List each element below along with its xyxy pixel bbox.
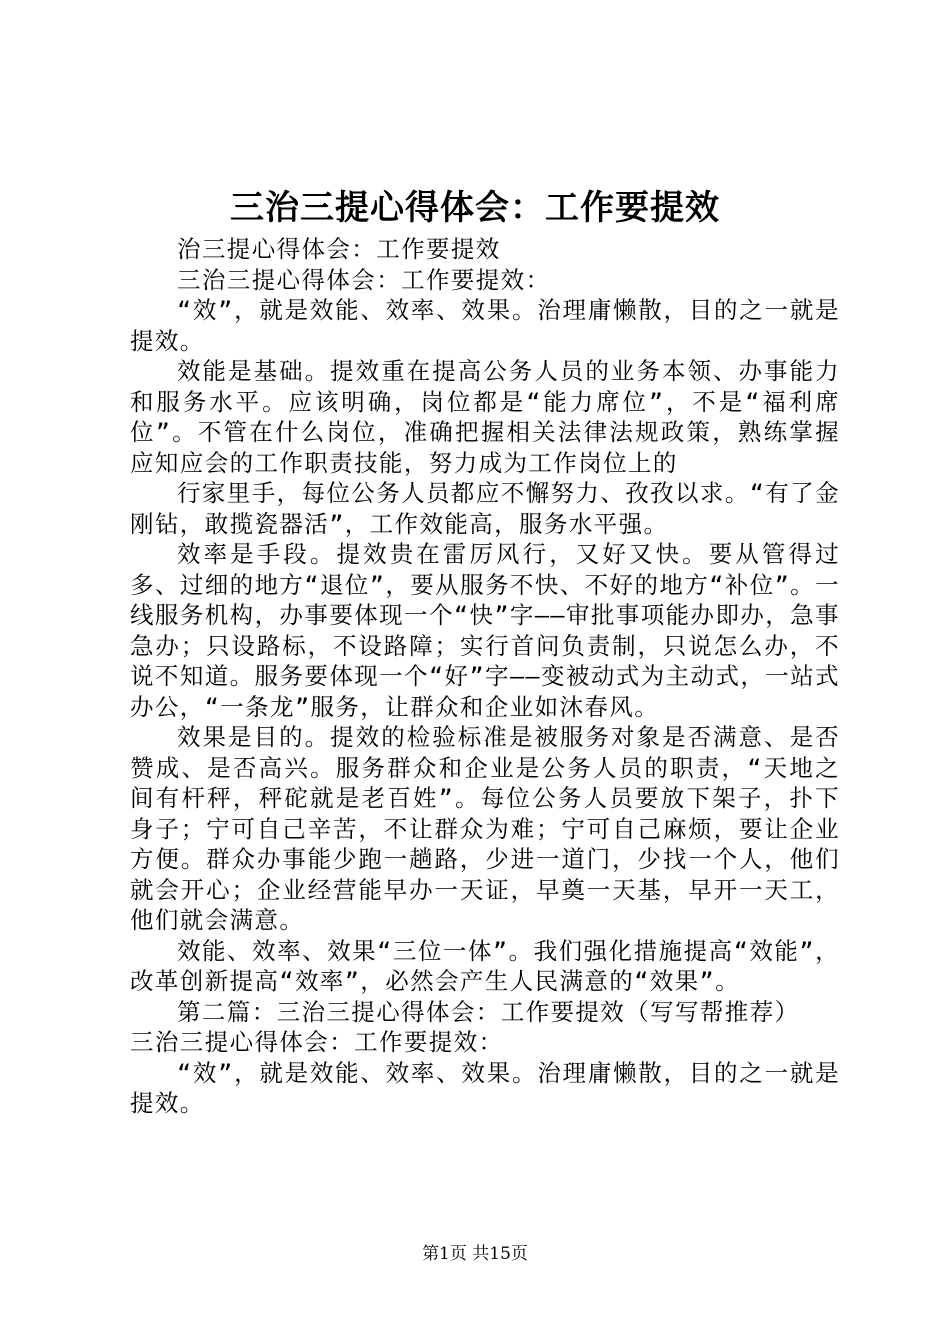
document-title: 三治三提心得体会：工作要提效 [230,188,720,228]
paragraph: 效能是基础。提效重在提高公务人员的业务本领、办事能力和服务水平。应该明确，岗位都是“能力席位”，不是“福利席位”。不管在什么岗位，准确把握相关法律法规政策，熟练掌握应知应会的工作职责技能，努力成为工作岗位上的 [130,357,840,477]
paragraph: 效率是手段。提效贵在雷厉风行，又好又快。要从管得过多、过细的地方“退位”，要从服务不快、不好的地方“补位”。一线服务机构，办事要体现一个“快”字——审批事项能办即办，急事急办；只设路标，不设路障；实行首问负责制，只说怎么办，不说不知道。服务要体现一个“好”字——变被动式为主动式，一站式办公，“一条龙”服务，让群众和企业如沐春风。 [130,540,840,721]
section-heading: 第二篇：三治三提心得体会：工作要提效（写写帮推荐） [177,997,800,1026]
paragraph: 三治三提心得体会：工作要提效： [130,1028,504,1056]
paragraph: 治三提心得体会：工作要提效 [177,235,501,263]
paragraph: “效”，就是效能、效率、效果。治理庸懒散，目的之一就是提效。 [130,1058,840,1117]
paragraph: “效”，就是效能、效率、效果。治理庸懒散，目的之一就是提效。 [130,296,840,355]
document-body [130,234,840,1119]
paragraph: 效能、效率、效果“三位一体”。我们强化措施提高“效能”，改革创新提高“效率”，必然会产生人民满意的“效果”。 [130,936,840,995]
page-footer: 第1页 共15页 [422,1244,528,1264]
paragraph: 效果是目的。提效的检验标准是被服务对象是否满意、是否赞成、是否高兴。服务群众和企业是公务人员的职责，“天地之间有杆秤，秤砣就是老百姓”。每位公务人员要放下架子，扑下身子；宁可自己辛苦，不让群众为难；宁可自己麻烦，要让企业方便。群众办事能少跑一趟路，少进一道门，少找一个人，他们就会开心；企业经营能早办一天证，早奠一天基，早开一天工，他们就会满意。 [130,723,840,934]
paragraph: 行家里手，每位公务人员都应不懈努力、孜孜以求。“有了金刚钻，敢揽瓷器活”，工作效能高，服务水平强。 [130,479,840,538]
paragraph: 三治三提心得体会：工作要提效： [177,265,551,294]
